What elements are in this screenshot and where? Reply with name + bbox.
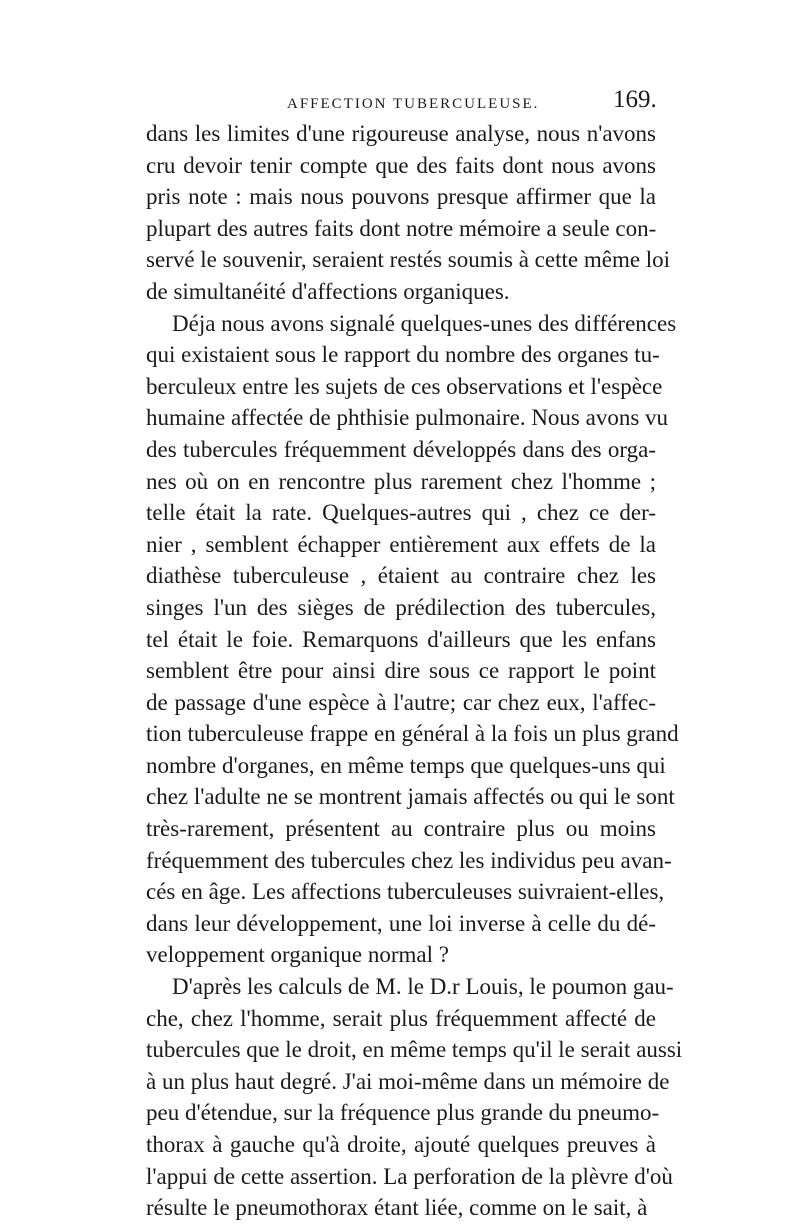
text-line: très-rarement, présentent au contraire plus ou moins [146, 816, 656, 842]
text-line: de passage d'une espèce à l'autre; car chez eux, l'affec- [146, 689, 656, 715]
text-line: résulte le pneumothorax étant liée, comme on le sait, à [146, 1195, 648, 1221]
text-line: tubercules que le droit, en même temps qu'il le serait aussi [146, 1037, 683, 1063]
text-line: fréquemment des tubercules chez les individus peu avan- [146, 847, 672, 873]
text-line: nier , semblent échapper entièrement aux effets de la [146, 531, 656, 557]
text-line: thorax à gauche qu'à droite, ajouté quelques preuves à [146, 1132, 656, 1157]
text-line: Déja nous avons signalé quelques-unes des différences [172, 310, 677, 336]
text-line: D'après les calculs de M. le D.r Louis, le poumon gau- [172, 974, 674, 1000]
text-line: berculeux entre les sujets de ces observations et l'espèce [146, 373, 663, 399]
text-line: plupart des autres faits dont notre mémoire a seule con- [146, 215, 657, 241]
page-number: 169. [613, 86, 657, 113]
text-line: dans leur développement, une loi inverse à celle du dé- [146, 910, 656, 936]
text-line: telle était la rate. Quelques-autres qui , chez ce der- [146, 500, 656, 526]
text-line: cés en âge. Les affections tuberculeuses suivraient-elles, [146, 879, 665, 905]
text-line: cru devoir tenir compte que des faits dont nous avons [146, 152, 656, 178]
body-text [146, 118, 683, 1224]
text-line: nes où on en rencontre plus rarement chez l'homme ; [146, 468, 656, 494]
text-line: chez l'adulte ne se montrent jamais affectés ou qui le sont [146, 784, 675, 810]
text-line: des tubercules fréquemment développés dans des orga- [146, 436, 656, 462]
text-line: nombre d'organes, en même temps que quelques-uns qui [146, 752, 666, 778]
text-line: l'appui de cette assertion. La perforation de la plèvre d'où [146, 1163, 673, 1189]
text-line: qui existaient sous le rapport du nombre des organes tu- [146, 342, 660, 368]
text-line: pris note : mais nous pouvons presque affirmer que la [146, 184, 656, 210]
text-line: singes l'un des sièges de prédilection des tubercules, [146, 594, 656, 620]
text-line: peu d'étendue, sur la fréquence plus grande du pneumo- [146, 1100, 660, 1126]
text-line: servé le souvenir, seraient restés soumis à cette même loi [146, 247, 671, 273]
text-line: diathèse tuberculeuse , étaient au contraire chez les [146, 563, 656, 589]
text-line: tion tuberculeuse frappe en général à la fois un plus grand [146, 721, 679, 747]
text-line: veloppement organique normal ? [146, 942, 449, 968]
text-line: dans les limites d'une rigoureuse analyse, nous n'avons [146, 121, 656, 146]
text-line: de simultanéité d'affections organiques. [146, 278, 510, 304]
text-line: humaine affectée de phthisie pulmonaire. Nous avons vu [146, 405, 669, 431]
text-line: à un plus haut degré. J'ai moi-même dans un mémoire de [146, 1068, 670, 1094]
text-line: che, chez l'homme, serait plus fréquemment affecté de [146, 1005, 656, 1031]
text-line: semblent être pour ainsi dire sous ce rapport le point [146, 658, 656, 684]
text-line: tel était le foie. Remarquons d'ailleurs que les enfans [146, 626, 656, 652]
running-title: AFFECTION TUBERCULEUSE. [287, 96, 540, 112]
